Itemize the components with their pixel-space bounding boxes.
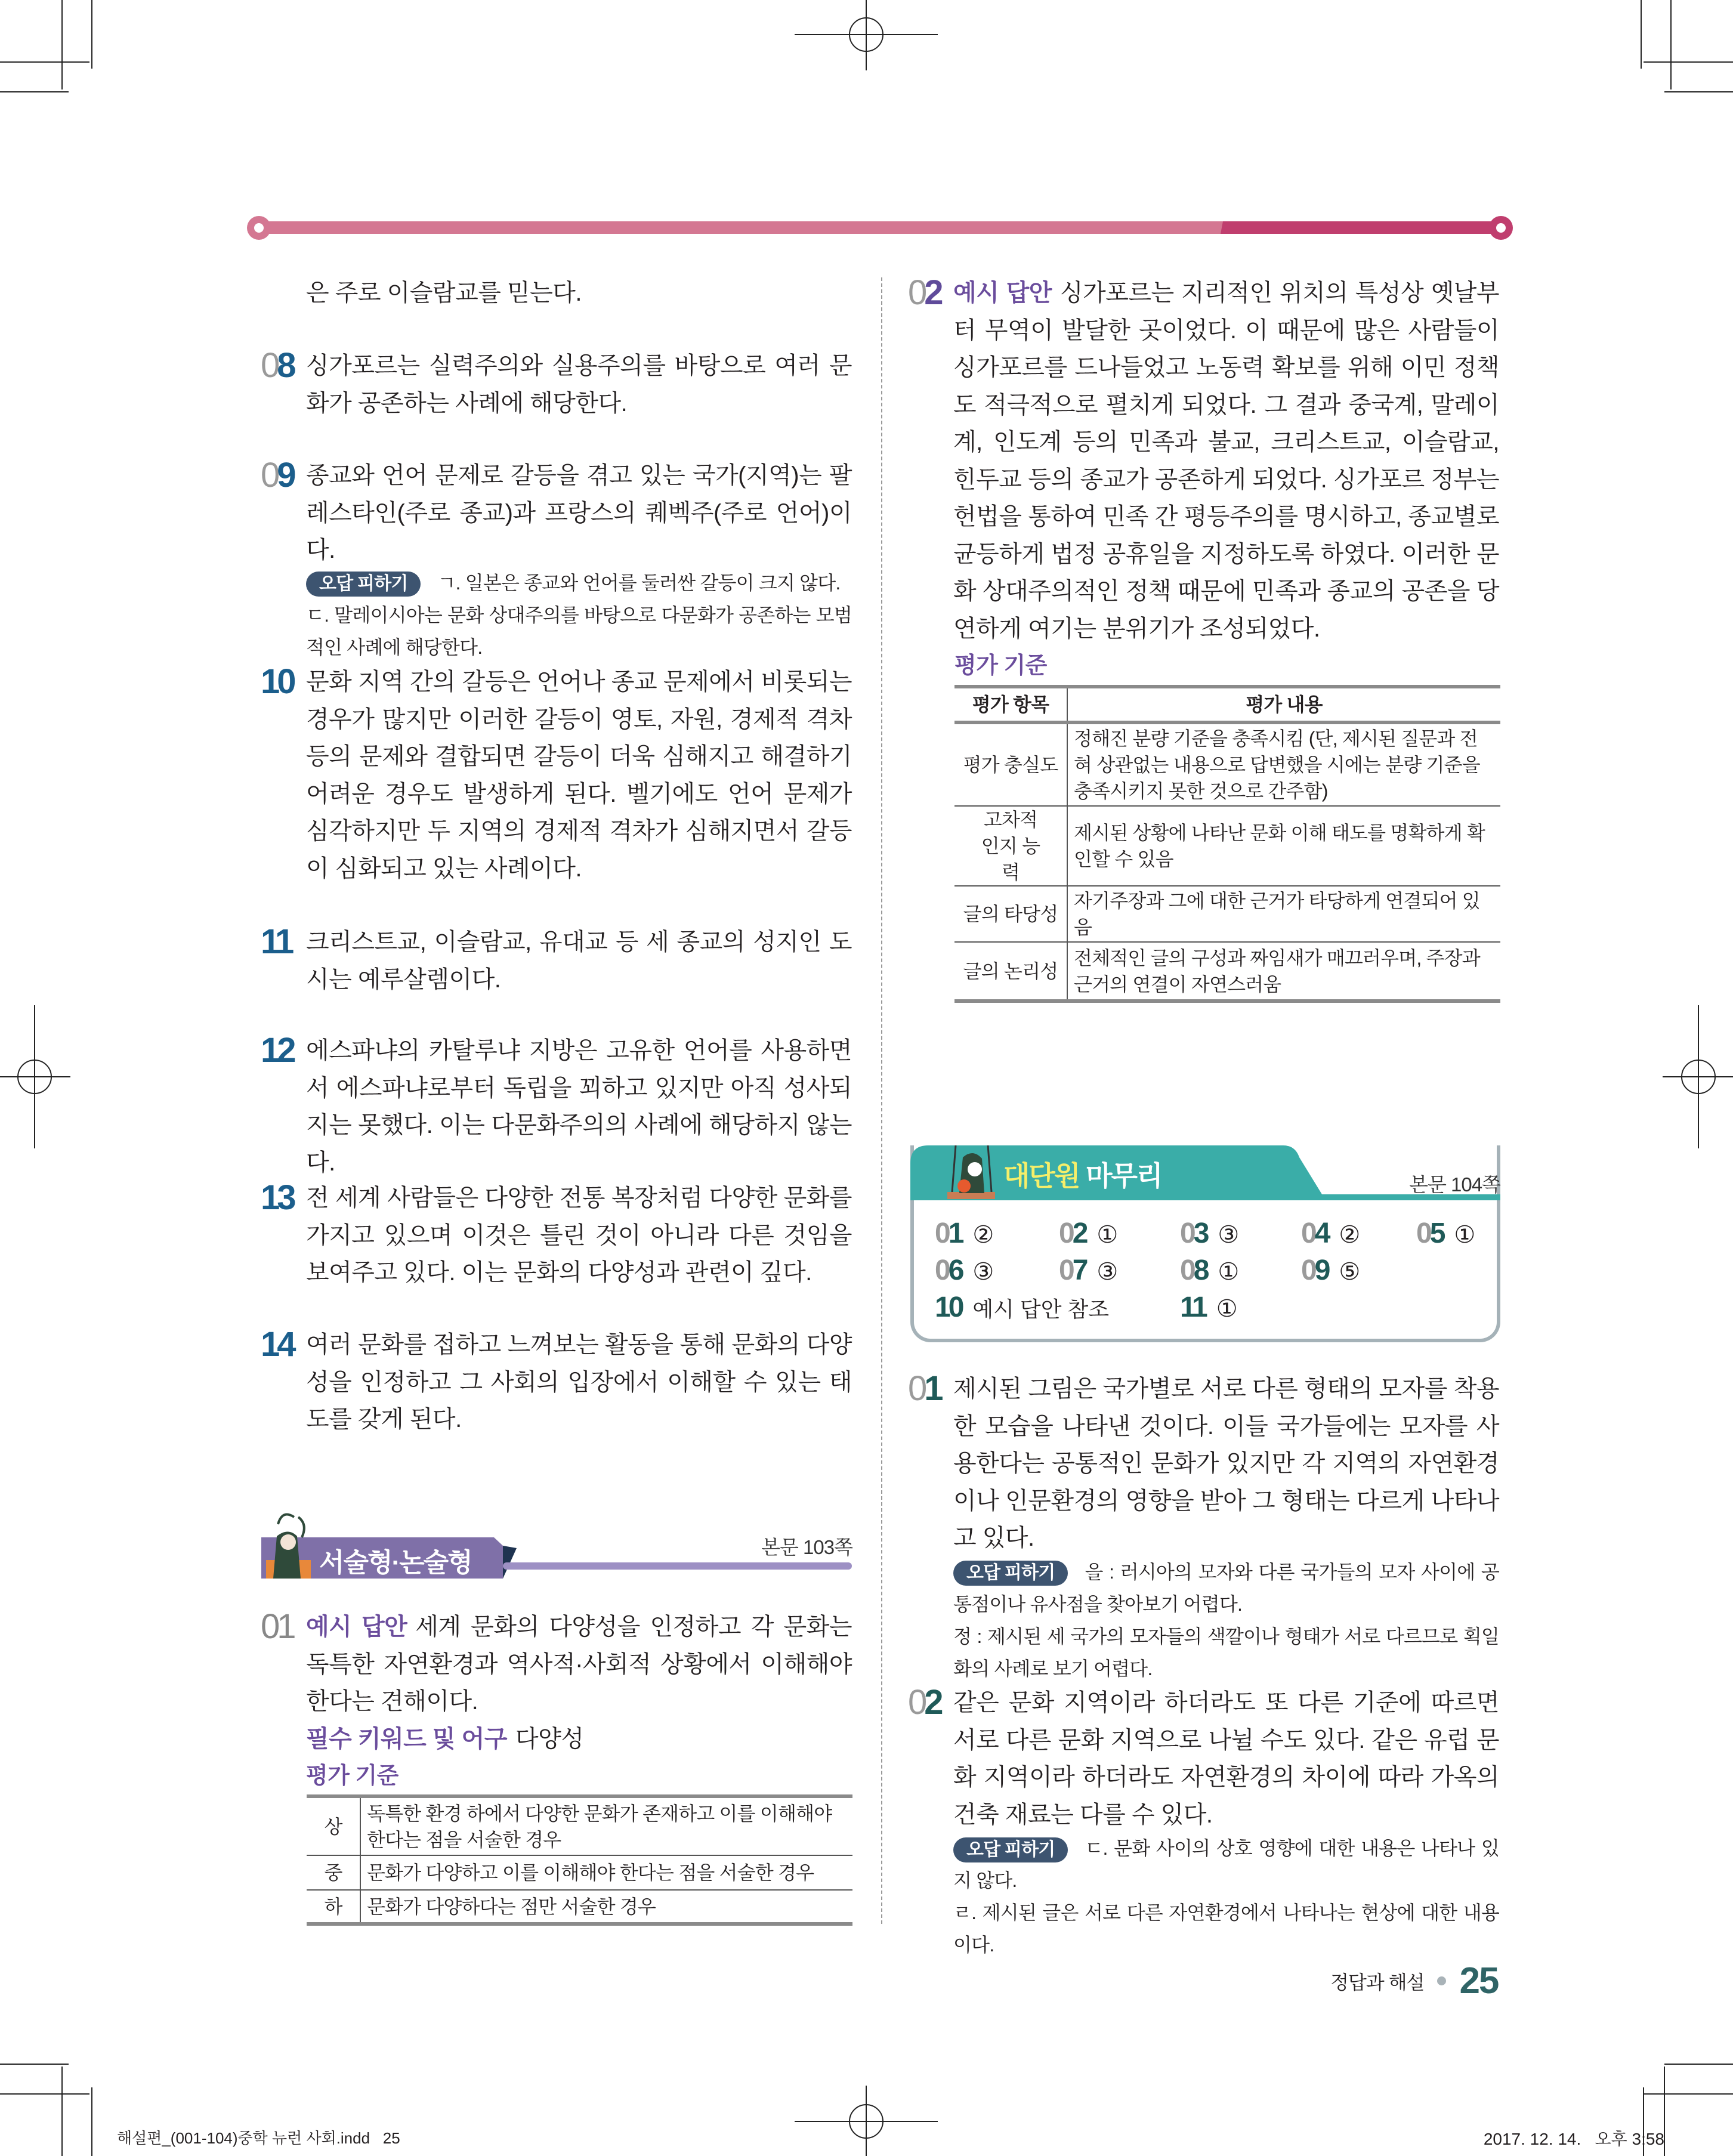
question-number: 01: [908, 1369, 941, 1408]
essay-answer: [953, 274, 1499, 647]
grading-table: [307, 1794, 852, 1926]
answer-text: 싱가포르는 실력주의와 실용주의를 바탕으로 여러 문화가 공존하는 사례에 해당한다.: [306, 353, 852, 416]
bullet-dot-icon: [1437, 1976, 1446, 1985]
answer-text: 여러 문화를 접하고 느껴보는 활동을 통해 문화의 다양성을 인정하고 그 사회의 입장에서 이해할 수 있는 태도를 갖게 된다.: [306, 1332, 852, 1432]
footer-section: 정답과 해설: [1330, 1971, 1425, 1993]
continued-text: 은 주로 이슬람교를 믿는다.: [306, 280, 582, 306]
note-line: ㄱ. 일본은 종교와 언어를 둘러싼 갈등이 크지 않다.: [437, 572, 841, 594]
answer-choice: ⑤: [1339, 1259, 1361, 1285]
answer-item-11: [261, 923, 860, 998]
grade-cell: 상: [307, 1796, 360, 1855]
answer-item-08: [261, 347, 860, 422]
wrong-answer-note: [953, 1556, 1499, 1685]
answer-text: 에스파냐의 카탈루냐 지방은 고유한 언어를 사용하면서 에스파냐로부터 독립을 꾀하고 있지만 아직 성사되지는 못했다. 이는 다문화주의의 사례에 해당하지 않는다.: [306, 1037, 852, 1176]
question-number: 08: [261, 346, 294, 385]
answer-choice: ①: [1216, 1296, 1238, 1322]
answer-text: 전 세계 사람들은 다양한 전통 복장처럼 다양한 문화를 가지고 있으며 이것은 틀린 것이 아니라 다른 것임을 보여주고 있다. 이는 문화의 다양성과 관련이 깊다.: [306, 1185, 852, 1286]
answer-choice: ①: [1218, 1259, 1240, 1285]
review-answer: [1180, 1217, 1239, 1250]
desc-cell: 정해진 분량 기준을 충족시킴 (단, 제시된 질문과 전혀 상관없는 내용으로 답변했을 시에는 분량 기준을 충족시키지 못한 것으로 간주함): [1074, 728, 1480, 802]
answer-text: 문화 지역 간의 갈등은 언어나 종교 문제에서 비롯되는 경우가 많지만 이러한 갈등이 영토, 자원, 경제적 격차 등의 문제와 결합되면 갈등이 더욱 심해지고 해결하기 어려운 경우도 발생하게 된다. 벨기에도 언어 문제가 심각하지만 두 지역의 경제적 격차가 심해지면서 갈등이 심화되고 있는 사례이다.: [306, 669, 852, 882]
desc-cell: 문화가 다양하고 이를 이해해야 한다는 점을 서술한 경우: [360, 1855, 852, 1890]
page-number: 25: [1459, 1960, 1499, 2001]
review-answer: [1301, 1217, 1360, 1250]
section-title: 서술형·논술형: [319, 1548, 472, 1577]
answer-number: 11: [1180, 1292, 1206, 1323]
answer-choice: ③: [1218, 1222, 1240, 1248]
wrong-answer-badge: 오답 피하기: [306, 572, 421, 597]
column-header: 평가 내용: [1067, 687, 1500, 722]
answer-number: 03: [1180, 1218, 1207, 1249]
desc-cell: 전체적인 글의 구성과 짜임새가 매끄러우며, 주장과 근거의 연결이 자연스러움: [1067, 942, 1500, 1001]
answer-item-13: [261, 1179, 860, 1292]
table-row: [954, 942, 1500, 1001]
essay-answer: [306, 1608, 852, 1721]
keyword-line: [306, 1721, 852, 1758]
question-number: 09: [261, 456, 294, 495]
answer-text: 종교와 언어 문제로 갈등을 겪고 있는 국가(지역)는 팔레스타인(주로 종교)과 프랑스의 퀘벡주(주로 언어)이다.: [306, 462, 852, 563]
essay-answer-text: 싱가포르는 지리적인 위치의 특성상 옛날부터 무역이 발달한 곳이었다. 이 때문에 많은 사람들이 싱가포르를 드나들었고 노동력 확보를 위해 이민 정책도 적극적으로 펼치게 되었다. 그 결과 중국계, 말레이계, 인도계 등의 민족과 불교, 크리스트교, 이슬람교, 힌두교 등의 종교가 공존하게 되었다. 싱가포르 정부는 헌법을 통하여 민족 간 평등주의를 명시하고, 종교별로 균등하게 법정 공휴일을 지정하도록 하였다. 이러한 문화 상대주의적인 정책 때문에 민족과 종교의 공존을 당연하게 여기는 분위기가 조성되었다.: [953, 280, 1499, 642]
answer-number: 05: [1416, 1218, 1444, 1249]
review-answer: [1180, 1291, 1238, 1324]
answer-choice: ③: [1096, 1259, 1119, 1285]
question-number: 12: [261, 1031, 294, 1070]
column-header: 평가 항목: [954, 687, 1067, 722]
review-answer: [1180, 1254, 1239, 1287]
item-cell: 글의 논리성: [954, 942, 1067, 1001]
question-number: 11: [261, 922, 292, 961]
review-answer: [1301, 1254, 1360, 1287]
note-line: 정 : 제시된 세 국가의 모자들의 색깔이나 형태가 서로 다르므로 획일화의 사례로 보기 어렵다.: [953, 1625, 1499, 1679]
question-number: 14: [261, 1325, 294, 1364]
answer-number: 09: [1301, 1255, 1329, 1286]
question-number: 02: [908, 1683, 941, 1722]
essay-item-01: [261, 1608, 860, 1795]
grade-cell: 중: [307, 1855, 360, 1890]
answer-number: 10: [935, 1292, 962, 1323]
review-title: [1003, 1154, 1161, 1194]
review-answer: [935, 1217, 994, 1250]
wrong-answer-note: [306, 567, 852, 663]
page-footer: [1330, 1960, 1498, 2002]
table-row: [954, 806, 1500, 886]
header-bar: [245, 214, 1521, 242]
review-answer: [1059, 1217, 1118, 1250]
print-slug-file: 해설편_(001-104)중학 뉴런 사회.indd 25: [117, 2129, 400, 2147]
page-reference: 본문 103쪽: [761, 1536, 852, 1558]
answer-text: 같은 문화 지역이라 하더라도 또 다른 기준에 따르면 서로 다른 문화 지역으로 나뉠 수도 있다. 같은 유럽 문화 지역이라 하더라도 자연환경의 차이에 따라 가옥의 건축 재료는 다를 수 있다.: [953, 1689, 1499, 1828]
note-line: ㄹ. 제시된 글은 서로 다른 자연환경에서 나타나는 현상에 대한 내용이다.: [953, 1902, 1499, 1956]
answer-item-12: [261, 1032, 860, 1181]
review-answer: [935, 1254, 994, 1287]
desc-cell: 독특한 환경 하에서 다양한 문화가 존재하고 이를 이해해야 한다는 점을 서술한 경우: [367, 1802, 832, 1851]
table-row: [307, 1855, 852, 1890]
answer-choice: ③: [972, 1259, 994, 1285]
desc-cell: 문화가 다양하다는 점만 서술한 경우: [360, 1890, 852, 1924]
question-number: 10: [261, 662, 294, 701]
review-answer: [1059, 1254, 1118, 1287]
review-answer: [1416, 1217, 1475, 1250]
criteria-heading: 평가 기준: [954, 653, 1047, 678]
table-row: [954, 886, 1500, 942]
wrong-answer-badge: 오답 피하기: [953, 1561, 1068, 1586]
table-row: [954, 722, 1500, 806]
answer-number: 02: [1059, 1218, 1086, 1249]
note-line: 을 : 러시아의 모자와 다른 국가들의 모자 사이에 공통점이나 유사점을 찾아보기 어렵다.: [953, 1561, 1499, 1615]
wrong-answer-badge: 오답 피하기: [953, 1837, 1068, 1862]
essay-answer-text: 세계 문화의 다양성을 인정하고 각 문화는 독특한 자연환경과 역사적·사회적 상황에서 이해해야 한다는 견해이다.: [306, 1614, 852, 1715]
answer-number: 08: [1180, 1255, 1207, 1286]
column-divider: [881, 277, 882, 1924]
answer-number: 07: [1059, 1255, 1086, 1286]
essay-item-02: [908, 274, 1508, 647]
review-answer: [935, 1291, 1109, 1324]
item-cell: 글의 타당성: [954, 886, 1067, 942]
question-number: 01: [261, 1607, 294, 1646]
review-title-b: 마무리: [1086, 1160, 1162, 1191]
answer-number: 04: [1301, 1218, 1329, 1249]
note-line: ㄷ. 문화 사이의 상호 영향에 대한 내용은 나타나 있지 않다.: [953, 1837, 1499, 1891]
answer-choice: ②: [972, 1222, 994, 1248]
item-cell: 고차적 인지 능력: [954, 806, 1067, 886]
sample-answer-label: 예시 답안: [953, 280, 1052, 306]
answer-item-09: [261, 457, 860, 663]
sample-answer-label: 예시 답안: [306, 1614, 407, 1640]
answer-text: 크리스트교, 이슬람교, 유대교 등 세 종교의 성지인 도시는 예루살렘이다.: [306, 929, 852, 993]
print-slug-date: 2017. 12. 14. 오후 3:58: [1483, 2130, 1664, 2148]
grade-cell: 하: [307, 1890, 360, 1924]
answer-item-10: [261, 663, 860, 887]
item-cell: 평가 충실도: [954, 722, 1067, 806]
page-reference: 본문 104쪽: [1409, 1173, 1500, 1196]
review-item-01: [908, 1370, 1508, 1685]
table-row: [307, 1890, 852, 1924]
answer-number: 06: [935, 1255, 962, 1286]
keyword-value: 다양성: [515, 1725, 584, 1752]
keyword-label: 필수 키워드 및 어구: [306, 1725, 507, 1752]
table-row: [307, 1796, 852, 1855]
answer-choice: 예시 답안 참조: [972, 1297, 1110, 1321]
wrong-answer-note: [953, 1832, 1499, 1961]
desc-cell: 자기주장과 그에 대한 근거가 타당하게 연결되어 있음: [1067, 886, 1500, 942]
answer-number: 01: [935, 1218, 962, 1249]
question-number: 13: [261, 1178, 294, 1217]
question-number: 02: [908, 273, 941, 312]
criteria-heading: 평가 기준: [306, 1763, 399, 1789]
answer-choice: ①: [1454, 1222, 1476, 1248]
review-title-a: 대단원: [1003, 1160, 1080, 1191]
desc-cell: 제시된 상황에 나타난 문화 이해 태도를 명확하게 확인할 수 있음: [1067, 806, 1500, 886]
table-header-row: [954, 687, 1500, 722]
answer-text: 제시된 그림은 국가별로 서로 다른 형태의 모자를 착용한 모습을 나타낸 것이다. 이들 국가들에는 모자를 사용한다는 공통적인 문화가 있지만 각 지역의 자연환경이나 인문환경의 영향을 받아 그 형태는 다르게 나타나고 있다.: [953, 1376, 1499, 1551]
answer-choice: ②: [1339, 1222, 1361, 1248]
answer-item-14: [261, 1326, 860, 1438]
note-line: ㄷ. 말레이시아는 문화 상대주의를 바탕으로 다문화가 공존하는 모범적인 사례에 해당한다.: [306, 604, 852, 658]
review-item-02: [908, 1684, 1508, 1961]
criteria-table: [954, 685, 1500, 1003]
answer-choice: ①: [1096, 1222, 1119, 1248]
